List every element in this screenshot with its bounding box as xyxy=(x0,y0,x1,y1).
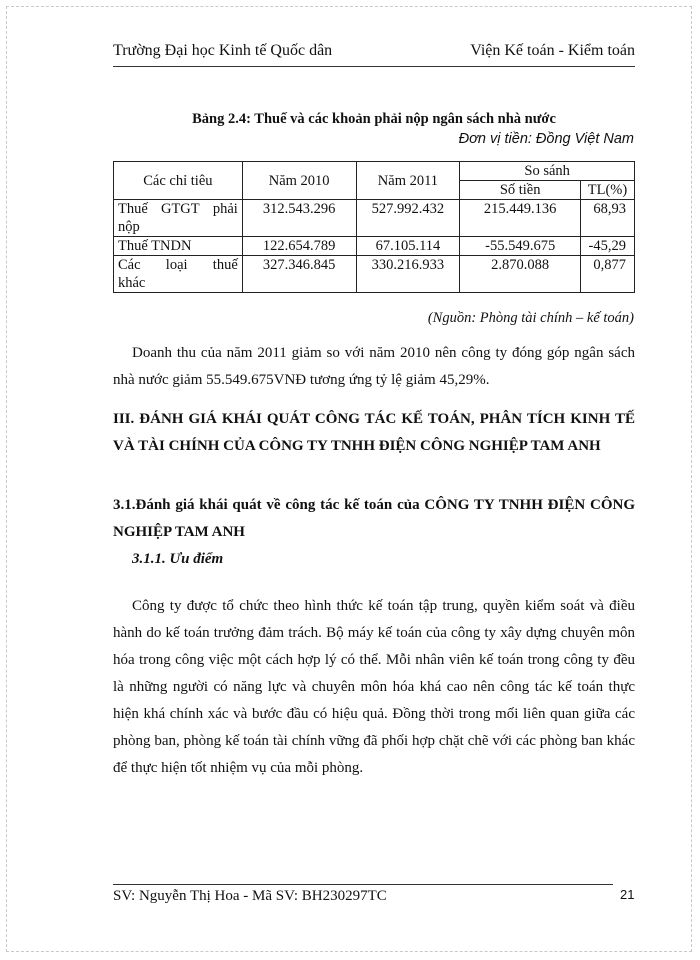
table-source: (Nguồn: Phòng tài chính – kế toán) xyxy=(427,310,634,326)
value-2011: 330.216.933 xyxy=(356,256,460,293)
value-amount: -55.549.675 xyxy=(460,237,581,256)
page-border xyxy=(6,6,692,952)
value-amount: 2.870.088 xyxy=(460,256,581,293)
col-compare-header: So sánh xyxy=(460,162,635,181)
col-ratio-header: TL(%) xyxy=(581,181,635,200)
value-2011: 527.992.432 xyxy=(356,200,460,237)
row-label: Các loại thuế khác xyxy=(114,256,243,293)
col-2011-header: Năm 2011 xyxy=(356,162,460,200)
table-title: Bảng 2.4: Thuế và các khoản phải nộp ngân sách nhà nước xyxy=(192,111,556,127)
row-label: Thuế GTGT phải nộp xyxy=(114,200,243,237)
paragraph-revenue: Doanh thu của năm 2011 giảm so với năm 2010 nên công ty đóng góp ngân sách nhà nước giảm 55.549.675VNĐ tương ứng tỷ lệ giảm 45,29%. xyxy=(113,345,635,388)
header-rule xyxy=(113,66,635,67)
value-ratio: -45,29 xyxy=(581,237,635,256)
value-amount: 215.449.136 xyxy=(460,200,581,237)
table-row xyxy=(114,237,635,256)
paragraph-advantages: Công ty được tổ chức theo hình thức kế toán tập trung, quyền kiểm soát và điều hành do kế toán trưởng đảm trách. Bộ máy kế toán của công ty xây dựng chuyên môn hóa trong công việc một cách hợp lý có thể. Mỗi nhân viên kế toán trong công ty đều là những người có năng lực và chuyên môn hóa khá cao nên công tác kế toán thực hiện khá chính xác và bước đầu có hiệu quả. Đồng thời trong mối liên quan giữa các phòng ban, phòng kế toán tài chính vững đã phối hợp chặt chẽ với các phòng ban khác để thực hiện tốt nhiệm vụ của mỗi phòng. xyxy=(113,598,635,776)
table-header-row xyxy=(114,162,635,181)
subsubsection-heading: 3.1.1. Ưu điểm xyxy=(132,551,224,567)
value-ratio: 68,93 xyxy=(581,200,635,237)
section-heading: III. ĐÁNH GIÁ KHÁI QUÁT CÔNG TÁC KẾ TOÁN, PHÂN TÍCH KINH TẾ VÀ TÀI CHÍNH CỦA CÔNG TY TNHH ĐIỆN CÔNG NGHIỆP TAM ANH xyxy=(113,411,635,454)
table-row xyxy=(114,200,635,237)
col-indicator-header: Các chỉ tiêu xyxy=(114,162,243,200)
col-2010-header: Năm 2010 xyxy=(242,162,356,200)
value-ratio: 0,877 xyxy=(581,256,635,293)
table-unit: Đơn vị tiền: Đồng Việt Nam xyxy=(458,131,634,147)
col-amount-header: Số tiền xyxy=(460,181,581,200)
footer-rule xyxy=(113,884,613,885)
tax-table xyxy=(113,161,635,293)
value-2011: 67.105.114 xyxy=(356,237,460,256)
row-label: Thuế TNDN xyxy=(114,237,243,256)
footer-student: SV: Nguyễn Thị Hoa - Mã SV: BH230297TC xyxy=(113,888,387,904)
page-number: 21 xyxy=(620,887,635,902)
table-row xyxy=(114,256,635,293)
page-header xyxy=(113,42,635,64)
value-2010: 122.654.789 xyxy=(242,237,356,256)
value-2010: 312.543.296 xyxy=(242,200,356,237)
subsection-heading: 3.1.Đánh giá khái quát về công tác kế toán của CÔNG TY TNHH ĐIỆN CÔNG NGHIỆP TAM ANH xyxy=(113,497,635,540)
header-university: Trường Đại học Kinh tế Quốc dân xyxy=(113,42,333,59)
value-2010: 327.346.845 xyxy=(242,256,356,293)
header-institute: Viện Kế toán - Kiểm toán xyxy=(470,42,635,59)
